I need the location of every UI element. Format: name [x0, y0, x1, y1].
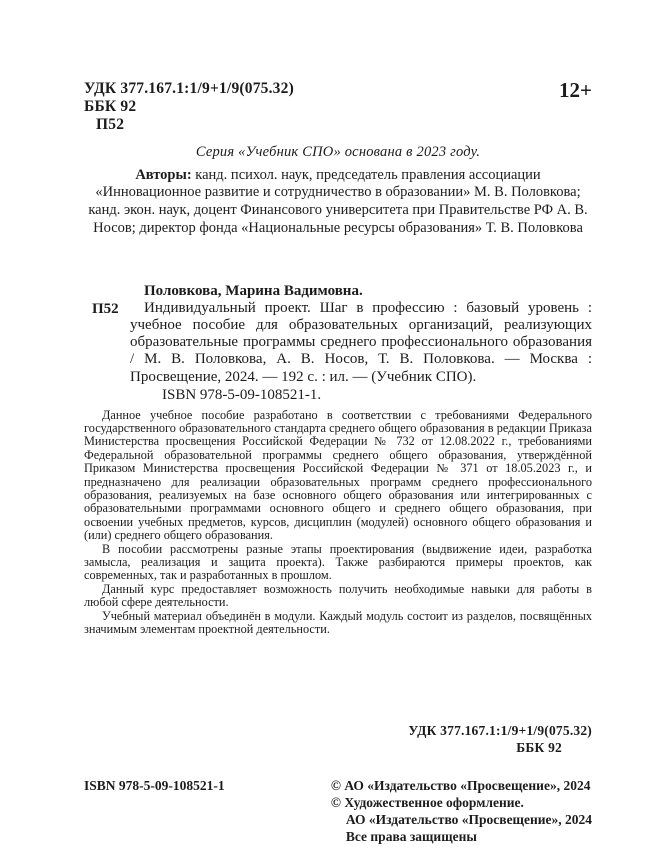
copyright-line: © Художественное оформление.	[330, 795, 524, 810]
annotation-paragraph: Данный курс предоставляет возможность получить необходимые навыки для работы в любой сфере деятельности.	[84, 581, 592, 610]
annotation-paragraph: Учебный материал объединён в модули. Каждый модуль состоит из разделов, посвящённых значимым элементам проектной деятельности.	[84, 608, 592, 636]
card-author-line: Половкова, Марина Вадимовна.	[144, 283, 363, 300]
footer-codes-block	[84, 723, 592, 757]
annotation-paragraph: Данное учебное пособие разработано в соответствии с требованиями Федерального государственного образовательного стандарта среднего общего образования в редакции Приказа Министерства просвещения Российской Федерации № 732 от 12.08.2022 г., требованиями Федеральной образовательной программы среднего общего образования, утверждённой Приказом Министерства просвещения Российской Федерации № 371 от 18.05.2023 г., и предназначено для реализации образовательных программ среднего профессионального образования, реализуемых на базе основного общего образования или интегрированных с образовательными программами основного общего и среднего общего образования, при освоении учебных предметов, курсов, дисциплин (модулей) основного общего образования и (или) среднего общего образования.	[84, 407, 592, 543]
authors-text: канд. психол. наук, председатель правления ассоциации «Инновационное развитие и сотрудничество в образовании» М. В. Половкова; канд. экон. наук, доцент Финансового университета при Правительстве РФ А. В. Носов; директор фонда «Национальные ресурсы образования» Т. В. Половкова	[88, 166, 588, 236]
authors-block	[84, 167, 592, 237]
authors-label: Авторы:	[135, 166, 192, 183]
udk-code: УДК 377.167.1:1/9+1/9(075.32)	[84, 80, 294, 97]
bottom-isbn: ISBN 978-5-09-108521-1	[84, 778, 225, 793]
bibliographic-codes	[84, 80, 294, 134]
card-isbn-line: ISBN 978-5-09-108521-1.	[162, 386, 322, 403]
copyright-line: Все права защищены	[345, 829, 477, 844]
bbk-code: ББК 92	[84, 97, 137, 115]
series-line: Серия «Учебник СПО» основана в 2023 году.	[195, 143, 481, 160]
header-codes-row	[84, 80, 592, 134]
annotation-paragraph: В пособии рассмотрены разные этапы проектирования (выдвижение идеи, разработка замысла, реализация и защита проекта). Также разбираются примеры проектов, как современных, так и разработанных в прошлом.	[84, 541, 592, 583]
footer-bbk-code: ББК 92	[516, 740, 562, 756]
p52-code: П52	[96, 115, 125, 133]
copyright-line: АО «Издательство «Просвещение», 2024	[345, 812, 592, 827]
footer-udk-code: УДК 377.167.1:1/9+1/9(075.32)	[408, 723, 592, 739]
age-rating-badge: 12+	[559, 78, 592, 102]
card-description: Индивидуальный проект. Шаг в профессию : базовый уровень : учебное пособие для образовательных организаций, реализующих образовательные программы среднего профессионального образования / М. В. Половкова, А. В. Носов, Т. В. Половкова. — Москва : Просвещение, 2024. — 192 с. : ил. — (Учебник СПО).	[130, 300, 592, 385]
bottom-row	[84, 777, 592, 845]
annotation-block	[84, 409, 592, 637]
copyright-block	[331, 777, 592, 845]
card-margin-code: П52	[92, 301, 119, 318]
catalog-card	[92, 283, 592, 404]
copyright-line: © АО «Издательство «Просвещение», 2024	[330, 778, 591, 793]
